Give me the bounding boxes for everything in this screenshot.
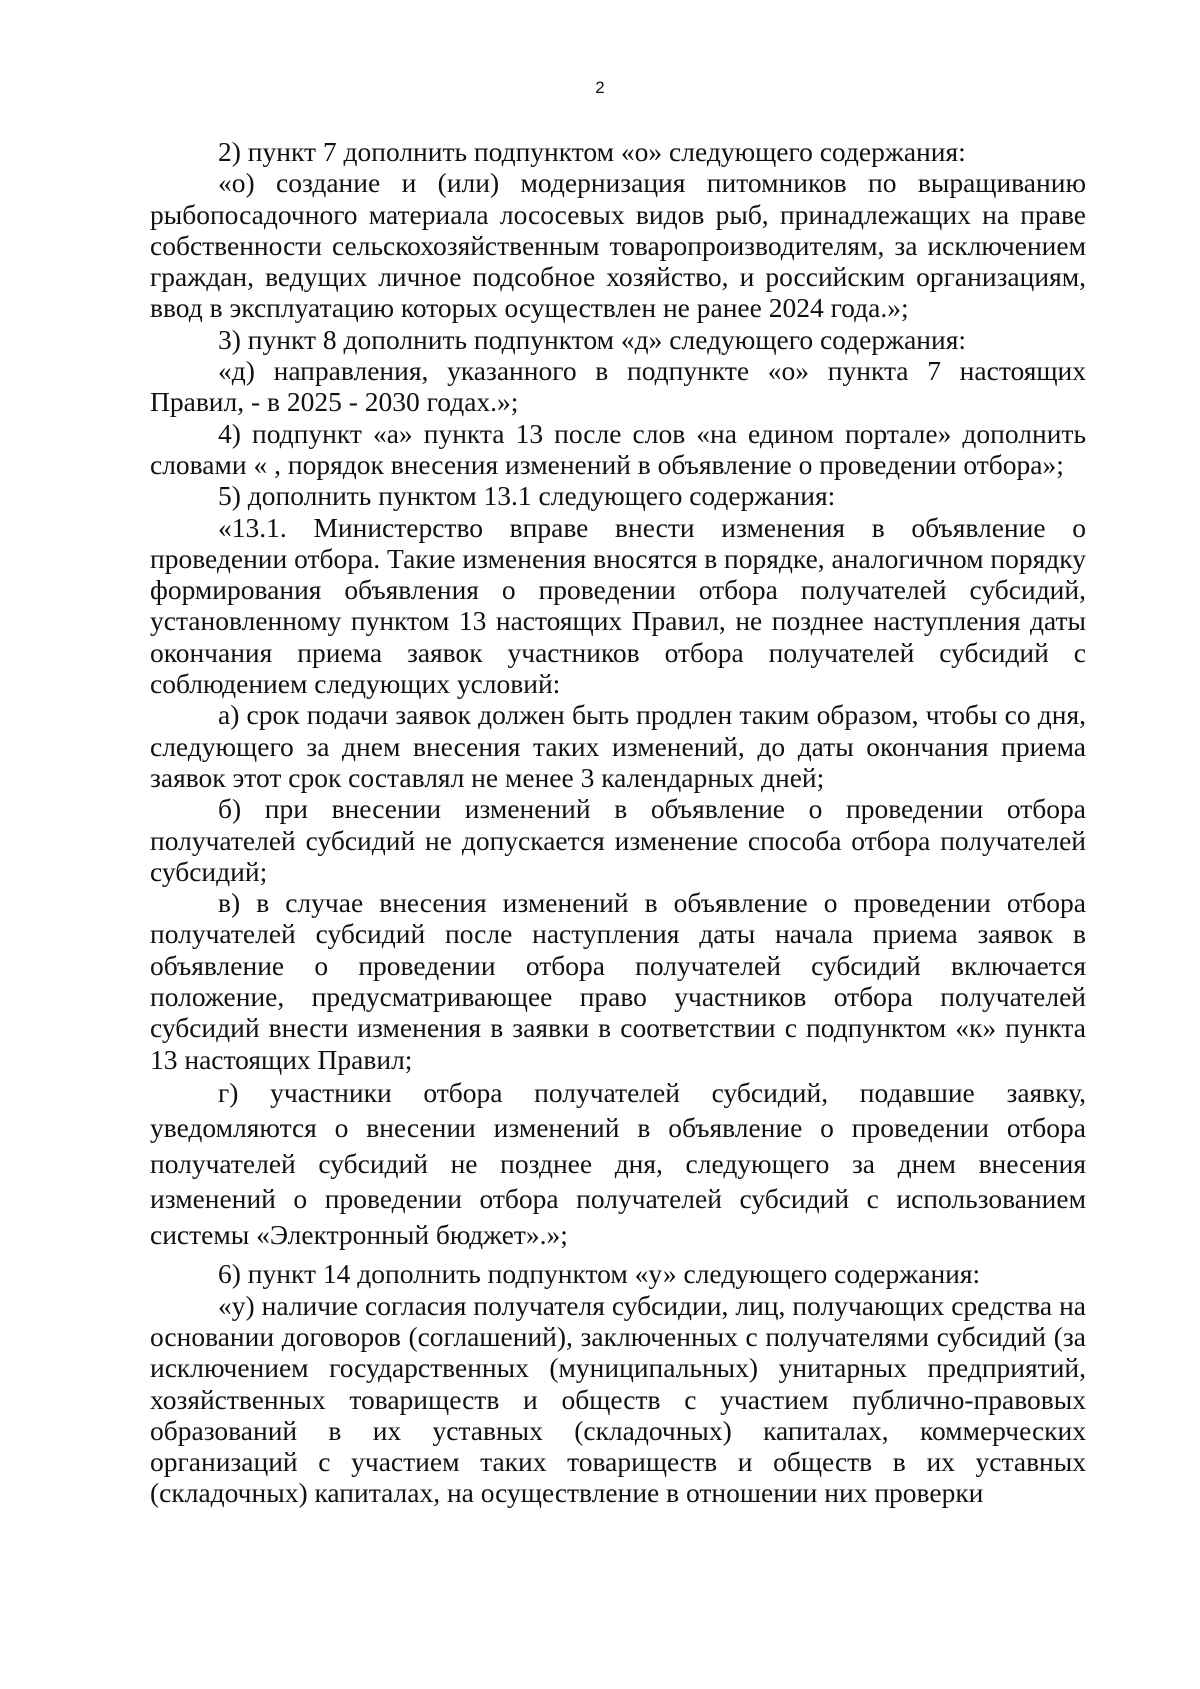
paragraph-item-3: 3) пункт 8 дополнить подпунктом «д» следующего содержания:: [218, 323, 966, 355]
paragraph-subitem-g: г) участники отбора получателей субсидий, подавшие заявку, уведомляются о внесении изменений в объявление о проведении отбора получателей субсидий не позднее дня, следующего за днем внесения изменений о проведении отбора получателей субсидий с использованием системы «Электронный бюджет».»;: [150, 1076, 1086, 1250]
page-number: 2: [595, 78, 605, 97]
document-body: [150, 136, 1086, 1509]
paragraph-clause-13-1: «13.1. Министерство вправе внести изменения в объявление о проведении отбора. Такие изменения вносятся в порядке, аналогичном порядку формирования объявления о проведении отбора получателей субсидий, установленному пунктом 13 настоящих Правил, не позднее наступления даты окончания приема заявок участников отбора получателей субсидий с соблюдением следующих условий:: [150, 511, 1087, 700]
paragraph-item-2: 2) пункт 7 дополнить подпунктом «о» следующего содержания:: [218, 136, 966, 167]
paragraph-subitem-d: «д) направления, указанного в подпункте «о» пункта 7 настоящих Правил, - в 2025 - 2030 годах.»;: [150, 355, 1086, 418]
paragraph-item-4: 4) подпункт «а» пункта 13 после слов «на едином портале» дополнить словами « , порядок внесения изменений в объявление о проведении отбора»;: [150, 417, 1086, 480]
paragraph-subitem-u: «у) наличие согласия получателя субсидии, лиц, получающих средства на основании договоров (соглашений), заключенных с получателями субсидий (за исключением государственных (муниципальных) унитарных предприятий, хозяйственных товариществ и обществ с участием публично-правовых образований в их уставных (складочных) капиталах, коммерческих организаций с участием таких товариществ и обществ в их уставных (складочных) капиталах, на осуществление в отношении них проверки: [150, 1289, 1086, 1509]
paragraph-subitem-o: «о) создание и (или) модернизация питомников по выращиванию рыбопосадочного материала лососевых видов рыб, принадлежащих на праве собственности сельскохозяйственным товаропроизводителям, за исключением граждан, ведущих личное подсобное хозяйство, и российским организациям, ввод в эксплуатацию которых осуществлен не ранее 2024 года.»;: [150, 167, 1086, 324]
paragraph-item-6: 6) пункт 14 дополнить подпунктом «у» следующего содержания:: [218, 1258, 981, 1290]
paragraph-subitem-a: а) срок подачи заявок должен быть продлен таким образом, чтобы со дня, следующего за днем внесения таких изменений, до даты окончания приема заявок этот срок составлял не менее 3 календарных дней;: [150, 699, 1086, 793]
paragraph-subitem-v: в) в случае внесения изменений в объявление о проведении отбора получателей субсидий после наступления даты начала приема заявок в объявление о проведении отбора получателей субсидий включается положение, предусматривающее право участников отбора получателей субсидий внести изменения в заявки в соответствии с подпунктом «к» пункта 13 настоящих Правил;: [150, 887, 1086, 1075]
paragraph-item-5: 5) дополнить пунктом 13.1 следующего содержания:: [218, 480, 836, 512]
paragraph-subitem-b: б) при внесении изменений в объявление о проведении отбора получателей субсидий не допускается изменение способа отбора получателей субсидий;: [150, 793, 1086, 887]
